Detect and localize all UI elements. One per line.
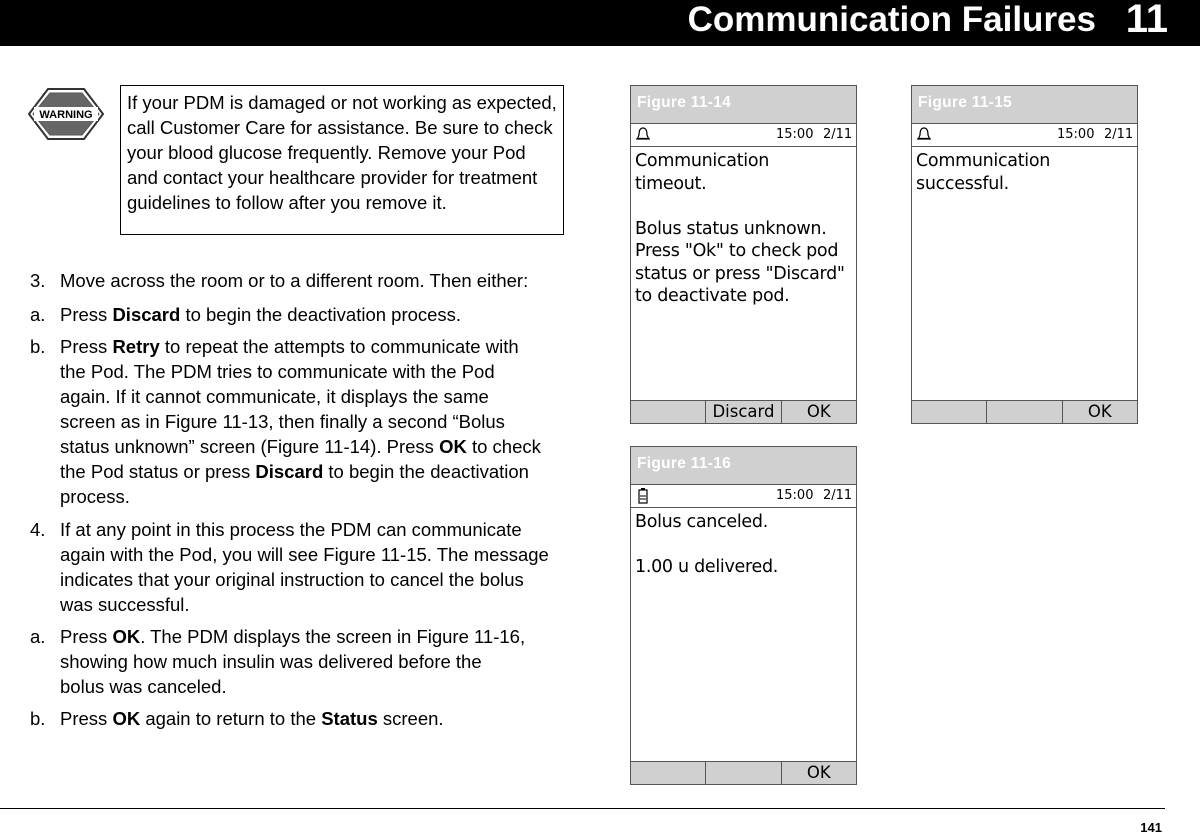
pdm-date: 2/11 — [823, 488, 853, 503]
substep-text: Press OK again to return to the Status screen. — [60, 708, 444, 729]
substep-letter: b. — [30, 708, 46, 729]
pdm-date: 2/11 — [1104, 127, 1134, 142]
softkey-left[interactable] — [912, 401, 986, 423]
pdm-softkey-bar — [912, 400, 1137, 423]
pdm-time: 15:00 — [1057, 127, 1095, 142]
chapter-title: Communication Failures — [687, 0, 1096, 39]
step-text: If at any point in this process the PDM can communicate again with the Pod, you will see Figure 11-15. The message indicates that your original instruction to cancel the bolus was successful. — [60, 519, 549, 615]
softkey-discard[interactable]: Discard — [705, 401, 780, 423]
step-number: 3. — [30, 270, 46, 291]
warning-box — [120, 85, 564, 235]
bell-icon — [635, 126, 651, 144]
pdm-screen-message: Communication successful. — [916, 151, 1051, 194]
battery-icon — [635, 487, 651, 505]
softkey-middle[interactable] — [705, 762, 780, 784]
step-text: Move across the room or to a different room. Then either: — [60, 270, 529, 291]
pdm-time: 15:00 — [776, 127, 814, 142]
pdm-screen-message: Communication timeout. Bolus status unknown. Press "Ok" to check pod status or press "Discard" to deactivate pod. — [635, 151, 845, 306]
page-number: 141 — [1140, 820, 1162, 835]
warning-icon — [28, 88, 104, 140]
footer-rule — [0, 808, 1165, 809]
pdm-softkey-bar — [631, 400, 856, 423]
softkey-middle[interactable] — [986, 401, 1061, 423]
warning-text: If your PDM is damaged or not working as expected, call Customer Care for assistance. Be sure to check your blood glucose frequently. Remove your Pod and contact your healthcare provider for treatment guidelines to follow after you remove it. — [127, 92, 557, 213]
substep-letter: a. — [30, 304, 46, 325]
warning-icon-label: WARNING — [39, 109, 93, 121]
softkey-ok[interactable]: OK — [1062, 401, 1137, 423]
pdm-status-bar — [631, 485, 856, 508]
pdm-time: 15:00 — [776, 488, 814, 503]
bell-icon — [916, 126, 932, 144]
pdm-screen-message: Bolus canceled. 1.00 u delivered. — [635, 512, 779, 577]
pdm-softkey-bar — [631, 761, 856, 784]
figure-caption: Figure 11-16 — [631, 447, 856, 485]
softkey-left[interactable] — [631, 401, 705, 423]
softkey-left[interactable] — [631, 762, 705, 784]
softkey-ok[interactable]: OK — [781, 401, 856, 423]
substep-text: Press Retry to repeat the attempts to communicate with the Pod. The PDM tries to communicate with the Pod again. If it cannot communicate, it displays the same screen as in Figure 11-13, then finally a second “Bolus status unknown” screen (Figure 11-14). Press OK to check the Pod status or press Discard to begin the deactivation process. — [60, 336, 541, 507]
step-number: 4. — [30, 519, 46, 540]
softkey-ok[interactable]: OK — [781, 762, 856, 784]
pdm-status-bar — [912, 124, 1137, 147]
figure-11-15 — [911, 85, 1138, 424]
substep-text: Press Discard to begin the deactivation process. — [60, 304, 462, 325]
figure-caption: Figure 11-14 — [631, 86, 856, 124]
substep-letter: a. — [30, 626, 46, 647]
chapter-header-bar — [0, 0, 1200, 46]
pdm-date: 2/11 — [823, 127, 853, 142]
figure-caption: Figure 11-15 — [912, 86, 1137, 124]
substep-text: Press OK. The PDM displays the screen in Figure 11-16, showing how much insulin was delivered before the bolus was canceled. — [60, 626, 526, 697]
figure-11-14 — [630, 85, 857, 424]
pdm-status-bar — [631, 124, 856, 147]
chapter-number: 11 — [1125, 0, 1168, 41]
substep-letter: b. — [30, 336, 46, 357]
figure-11-16 — [630, 446, 857, 785]
